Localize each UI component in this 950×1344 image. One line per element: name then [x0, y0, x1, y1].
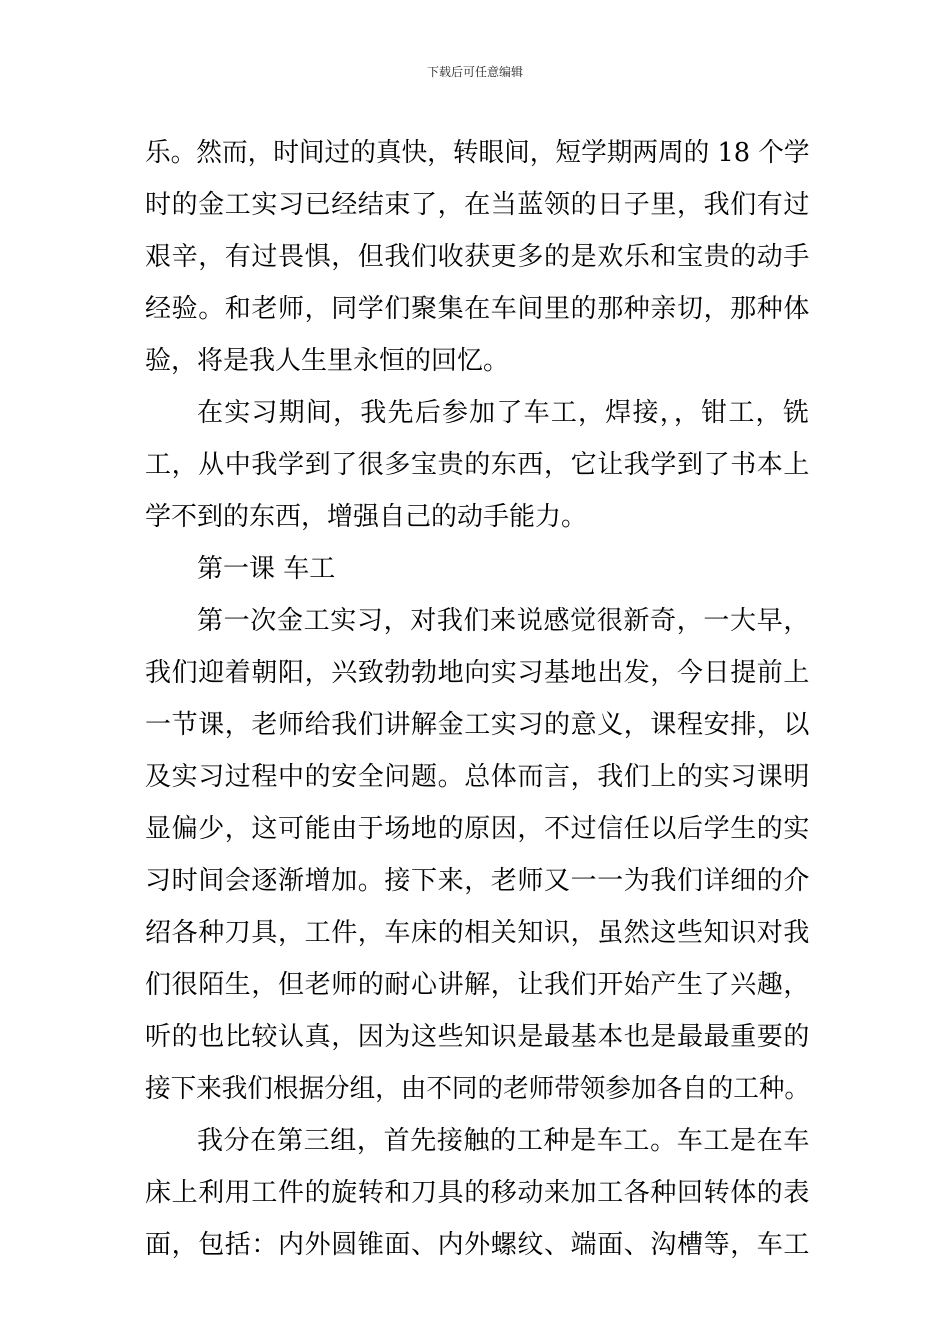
text-line: 我分在第三组，首先接触的工种是车工。车工是在车: [197, 1126, 810, 1156]
text-line: 经验。和老师，同学们聚集在车间里的那种亲切，那种体: [145, 294, 811, 324]
text-line: 第一次金工实习，对我们来说感觉很新奇，一大早，: [197, 606, 810, 636]
text-line: 一节课，老师给我们讲解金工实习的意义，课程安排，以: [145, 710, 811, 740]
text-line: 接下来我们根据分组，由不同的老师带领参加各自的工种。: [145, 1074, 810, 1104]
document-body: [145, 127, 810, 1271]
text-line: 显偏少，这可能由于场地的原因，不过信任以后学生的实: [145, 814, 811, 844]
text-line: 绍各种刀具，工件，车床的相关知识，虽然这些知识对我: [145, 918, 811, 948]
page-header: 下载后可任意编辑: [426, 65, 523, 79]
text-line: 在实习期间，我先后参加了车工，焊接，，钳工，铣: [197, 398, 810, 428]
text-line: 及实习过程中的安全问题。总体而言，我们上的实习课明: [145, 762, 811, 792]
text-line: 们很陌生，但老师的耐心讲解，让我们开始产生了兴趣，: [145, 970, 811, 1000]
text-line: 习时间会逐渐增加。接下来，老师又一一为我们详细的介: [145, 866, 811, 896]
text-line: 工，从中我学到了很多宝贵的东西，它让我学到了书本上: [145, 450, 811, 480]
text-line: 听的也比较认真，因为这些知识是最基本也是最最重要的: [145, 1022, 811, 1052]
text-line: 面，包括：内外圆锥面、内外螺纹、端面、沟槽等，车工: [145, 1230, 811, 1260]
text-line: 我们迎着朝阳，兴致勃勃地向实习基地出发，今日提前上: [145, 658, 811, 688]
text-line: 第一课 车工: [197, 554, 336, 584]
text-line: 学不到的东西，增强自己的动手能力。: [145, 502, 588, 532]
text-line: 验，将是我人生里永恒的回忆。: [145, 346, 510, 376]
text-line: 时的金工实习已经结束了，在当蓝领的日子里，我们有过: [145, 190, 811, 220]
text-line: 床上利用工件的旋转和刀具的移动来加工各种回转体的表: [145, 1178, 811, 1208]
text-line: 艰辛，有过畏惧，但我们收获更多的是欢乐和宝贵的动手: [145, 242, 811, 272]
text-line: 乐。然而，时间过的真快，转眼间，短学期两周的 18 个学: [145, 138, 810, 168]
